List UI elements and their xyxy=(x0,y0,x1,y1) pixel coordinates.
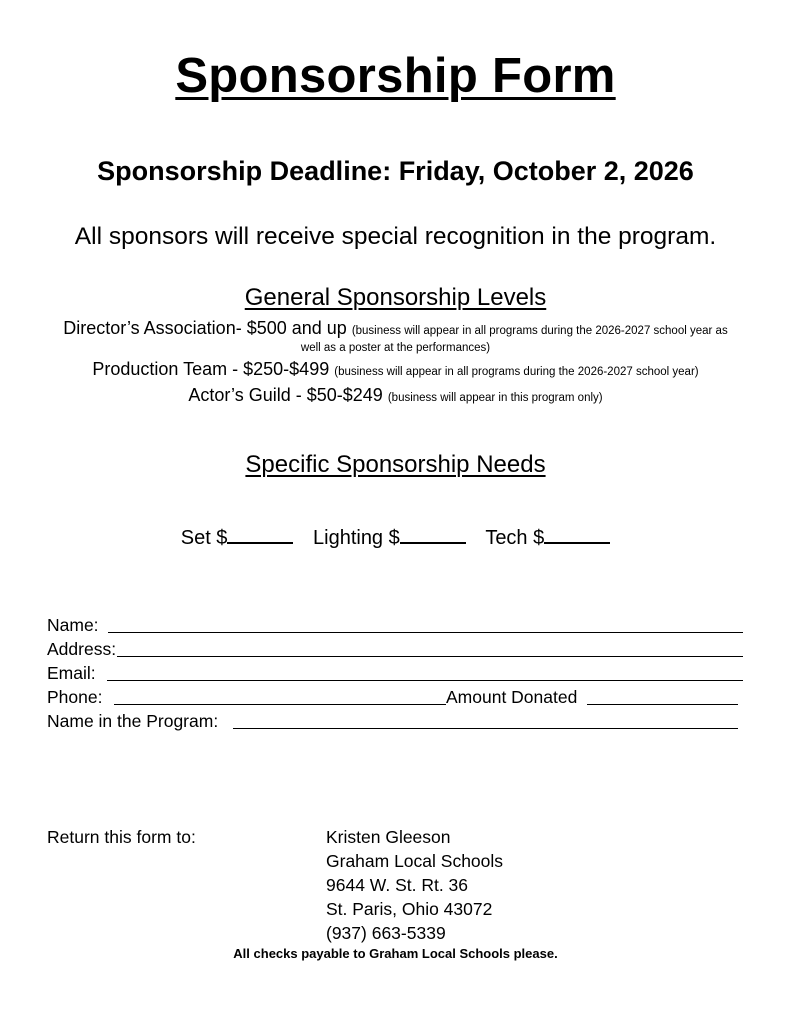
level-note: (business will appear in all programs during the 2026-2027 school year) xyxy=(334,366,699,378)
level-name: Director’s Association- $500 and up xyxy=(63,318,347,338)
need-label: Set $ xyxy=(180,527,228,549)
set-amount-blank[interactable] xyxy=(227,528,293,544)
level-note-continued: well as a poster at the performances) xyxy=(300,342,491,354)
level-note: (business will appear in this program only) xyxy=(387,392,603,404)
checks-payable-note: All checks payable to Graham Local Schools please. xyxy=(233,946,558,961)
level-note: (business will appear in all programs during the 2026-2027 school year as xyxy=(351,325,728,337)
level-directors-association xyxy=(0,318,791,339)
name-label: Name: xyxy=(47,615,99,635)
amount-donated-label: Amount Donated xyxy=(446,687,578,707)
contact-name: Kristen Gleeson xyxy=(326,827,451,847)
need-label: Tech $ xyxy=(485,527,545,549)
specific-needs-row xyxy=(0,527,791,550)
deadline-text: Sponsorship Deadline: Friday, October 2, 2026 xyxy=(97,156,694,186)
phone-line[interactable] xyxy=(114,704,446,705)
phone-label: Phone: xyxy=(47,687,103,707)
lighting-amount-blank[interactable] xyxy=(400,528,466,544)
recognition-text: All sponsors will receive special recognition in the program. xyxy=(74,223,717,250)
need-lighting xyxy=(313,527,466,550)
tech-amount-blank[interactable] xyxy=(544,528,610,544)
address-line[interactable] xyxy=(117,656,743,657)
address-label: Address: xyxy=(47,639,117,659)
program-name-line[interactable] xyxy=(233,728,738,729)
level-actors-guild xyxy=(0,385,791,406)
email-label: Email: xyxy=(47,663,96,683)
amount-donated-line[interactable] xyxy=(587,704,738,705)
level-production-team xyxy=(0,359,791,380)
need-label: Lighting $ xyxy=(313,527,400,549)
school-name: Graham Local Schools xyxy=(326,851,504,871)
need-tech xyxy=(485,527,610,550)
specific-needs-heading: Specific Sponsorship Needs xyxy=(245,451,546,478)
street-address: 9644 W. St. Rt. 36 xyxy=(326,875,469,895)
level-name: Production Team - $250-$499 xyxy=(92,359,330,379)
return-label: Return this form to: xyxy=(47,827,196,847)
program-name-label: Name in the Program: xyxy=(47,711,219,731)
general-levels-heading: General Sponsorship Levels xyxy=(244,284,547,311)
name-line[interactable] xyxy=(108,632,743,633)
phone-number: (937) 663-5339 xyxy=(326,923,446,943)
page-title: Sponsorship Form xyxy=(175,49,616,103)
need-set xyxy=(181,527,294,550)
level-name: Actor’s Guild - $50-$249 xyxy=(188,385,383,405)
city-state-zip: St. Paris, Ohio 43072 xyxy=(326,899,493,919)
email-line[interactable] xyxy=(107,680,743,681)
